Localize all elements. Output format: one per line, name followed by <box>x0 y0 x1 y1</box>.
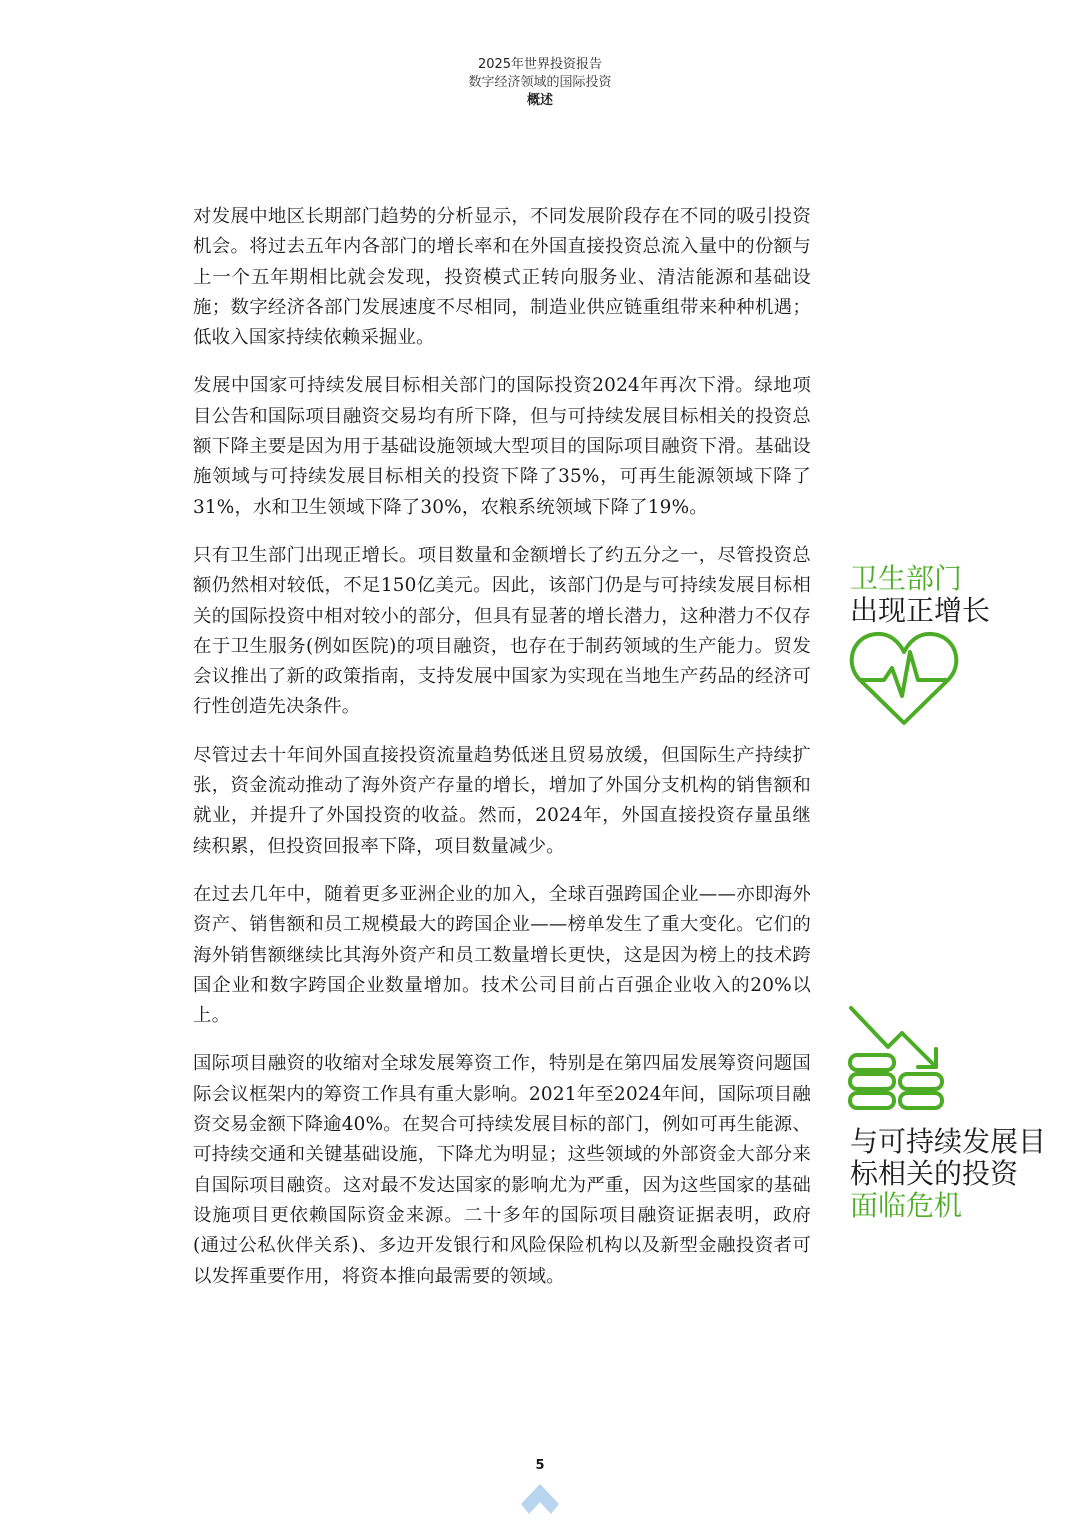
section-name: 概述 <box>526 93 553 108</box>
health-callout-line2: 出现正增长 <box>850 594 991 627</box>
main-text <box>193 202 811 1310</box>
paragraph: 发展中国家可持续发展目标相关部门的国际投资2024年再次下滑。绿地项目公告和国际项目融资交易均有所下降，但与可持续发展目标相关的投资总额下降主要是因为用于基础设施领域大型项目的国际项目融资下滑。基础设施领域与可持续发展目标相关的投资下降了35%，可再生能源领域下降了31%，水和卫生领域下降了30%，农粮系统领域下降了19%。 <box>193 375 811 518</box>
paragraph: 只有卫生部门出现正增长。项目数量和金额增长了约五分之一，尽管投资总额仍然相对较低，不足150亿美元。因此，该部门仍是与可持续发展目标相关的国际投资中相对较小的部分，但具有显著的增长潜力，这种潜力不仅存在于卫生服务(例如医院)的项目融资，也存在于制药领域的生产能力。贸发会议推出了新的政策指南，支持发展中国家为实现在当地生产药品的经济可行性创造先决条件。 <box>193 544 811 718</box>
declining-coins-icon <box>846 1005 946 1111</box>
paragraph: 对发展中地区长期部门趋势的分析显示，不同发展阶段存在不同的吸引投资机会。将过去五年内各部门的增长率和在外国直接投资总流入量中的份额与上一个五年期相比就会发现，投资模式正转向服务业、清洁能源和基础设施；数字经济各部门发展速度不尽相同，制造业供应链重组带来种种机遇；低收入国家持续依赖采掘业。 <box>193 206 811 349</box>
paragraph: 国际项目融资的收缩对全球发展筹资工作，特别是在第四届发展筹资问题国际会议框架内的筹资工作具有重大影响。2021年至2024年间，国际项目融资交易金额下降逾40%。在契合可持续发展目标的部门，例如可再生能源、可持续交通和关键基础设施，下降尤为明显；这些领域的外部资金大部分来自国际项目融资。这对最不发达国家的影响尤为严重，因为这些国家的基础设施项目更依赖国际资金来源。二十多年的国际项目融资证据表明，政府(通过公私伙伴关系)、多边开发银行和风险保险机构以及新型金融投资者可以发挥重要作用，将资本推向最需要的领域。 <box>193 1053 811 1287</box>
page-header <box>0 56 1080 110</box>
health-callout-line1: 卫生部门 <box>850 562 963 595</box>
sdg-callout-line3: 面临危机 <box>850 1189 963 1222</box>
page-number: 5 <box>535 1458 545 1473</box>
report-title: 2025年世界投资报告 <box>477 57 603 72</box>
sdg-callout-line2: 标相关的投资 <box>850 1157 1019 1190</box>
paragraph: 尽管过去十年间外国直接投资流量趋势低迷且贸易放缓，但国际生产持续扩张，资金流动推动了海外资产存量的增长，增加了外国分支机构的销售额和就业，并提升了外国投资的收益。然而，2024年，外国直接投资存量虽继续积累，但投资回报率下降，项目数量减少。 <box>193 744 811 857</box>
health-callout <box>850 563 990 627</box>
heart-pulse-icon <box>848 628 960 728</box>
sdg-callout-line1: 与可持续发展目 <box>850 1125 1047 1158</box>
chevron-up-icon[interactable] <box>521 1484 559 1516</box>
paragraph: 在过去几年中，随着更多亚洲企业的加入，全球百强跨国企业——亦即海外资产、销售额和员工规模最大的跨国企业——榜单发生了重大变化。它们的海外销售额继续比其海外资产和员工数量增长更快，这是因为榜上的技术跨国企业和数字跨国企业数量增加。技术公司目前占百强企业收入的20%以上。 <box>193 883 811 1027</box>
sdg-callout <box>850 1126 1046 1222</box>
report-subtitle: 数字经济领域的国际投资 <box>468 75 612 90</box>
